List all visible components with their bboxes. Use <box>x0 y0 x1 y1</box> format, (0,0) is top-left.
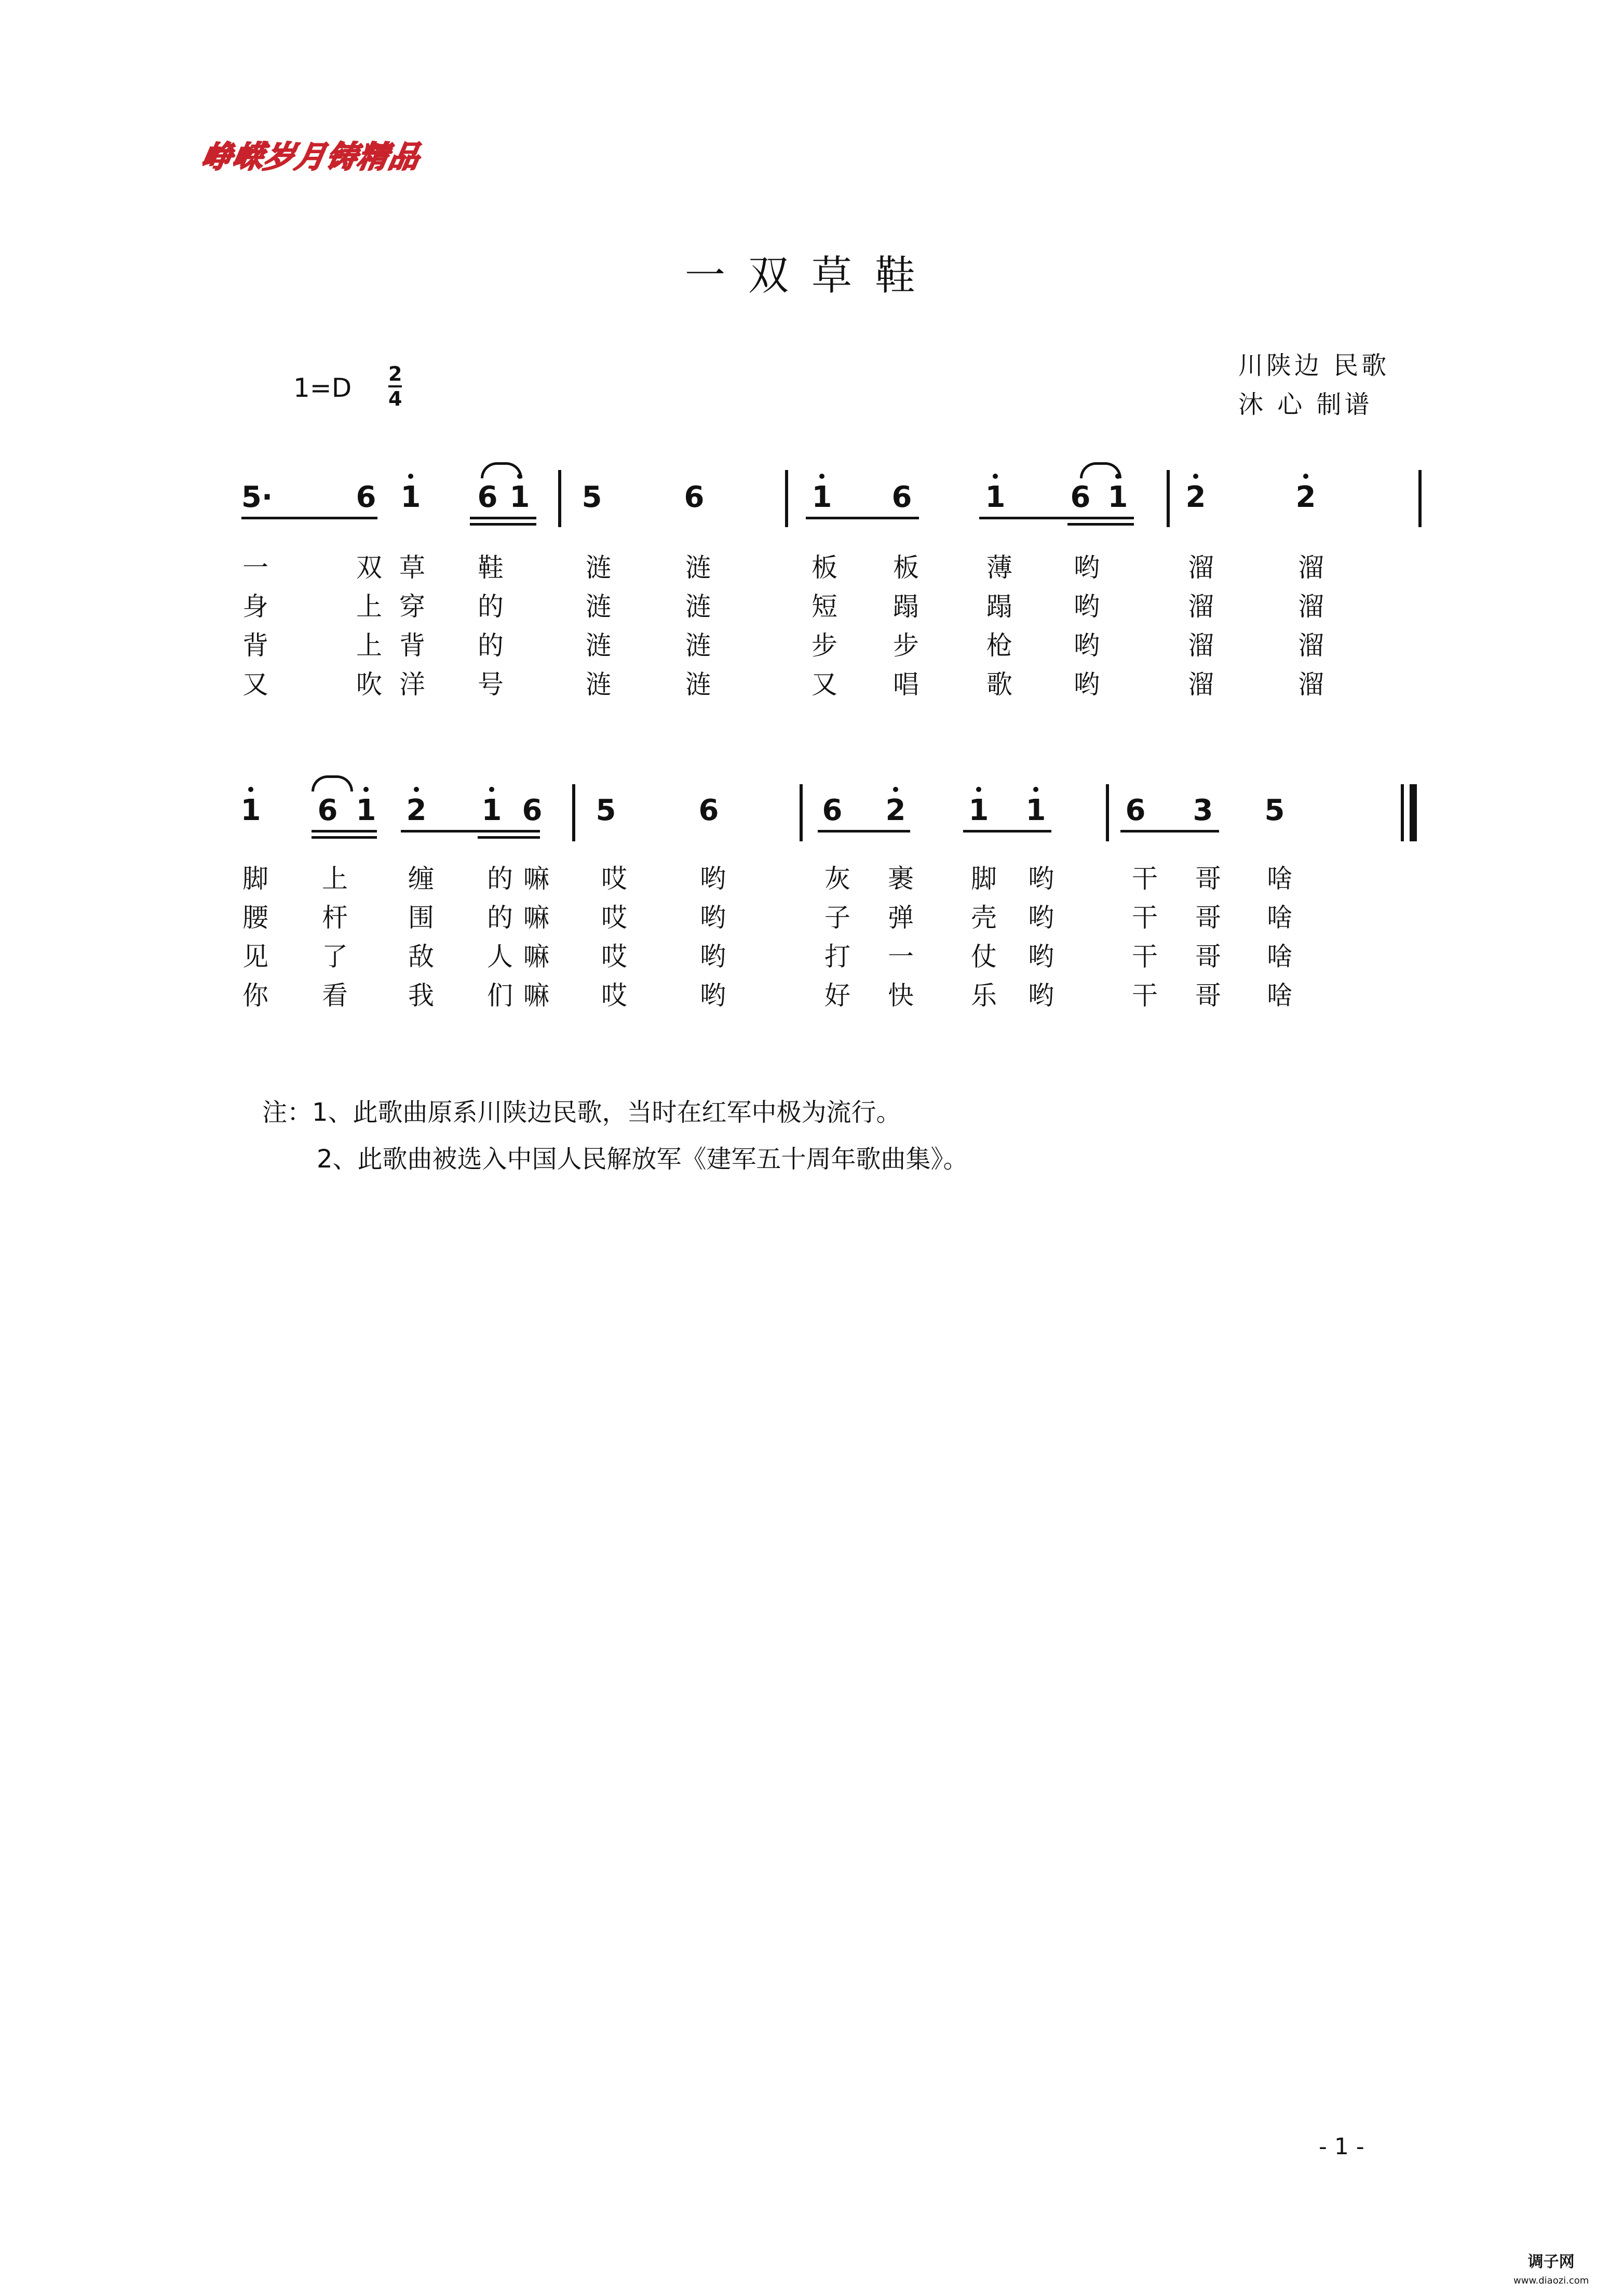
lyric-char: 我 <box>408 981 434 1011</box>
beam <box>963 830 1051 833</box>
lyric-char: 嘛 <box>523 903 549 933</box>
barline <box>572 784 575 841</box>
lyric-char: 打 <box>824 942 850 972</box>
lyric-char: 啥 <box>1267 903 1293 933</box>
lyric-char: 哥 <box>1195 981 1221 1011</box>
slur <box>1080 462 1121 478</box>
beam <box>312 830 377 833</box>
site-logo <box>1513 2254 1589 2289</box>
lyric-char: 短 <box>812 592 837 622</box>
lyric-char: 干 <box>1132 981 1158 1011</box>
lyric-char: 涟 <box>685 630 711 661</box>
slur <box>312 775 353 791</box>
lyric-char: 哎 <box>601 981 627 1011</box>
note: 5 <box>1264 794 1285 827</box>
note: 1 <box>968 794 989 827</box>
lyric-char: 溜 <box>1298 553 1324 583</box>
note: 6 <box>1125 794 1146 827</box>
lyric-char: 哟 <box>1074 592 1100 622</box>
note: 6 <box>522 794 543 827</box>
lyric-char: 蹋 <box>893 592 919 622</box>
lyric-char: 缠 <box>408 864 434 894</box>
beam <box>806 517 919 519</box>
lyric-char: 杆 <box>322 903 348 933</box>
barline <box>1418 470 1422 527</box>
lyric-char: 的 <box>487 864 513 894</box>
note: 6 <box>317 794 338 827</box>
high-octave-dot <box>489 787 494 792</box>
lyric-char: 壳 <box>971 903 997 933</box>
note: 5 <box>581 480 602 514</box>
lyric-char: 溜 <box>1188 669 1214 700</box>
lyric-char: 子 <box>824 903 850 933</box>
lyric-char: 溜 <box>1188 592 1214 622</box>
high-octave-dot <box>976 787 981 792</box>
lyric-char: 双 <box>356 553 382 583</box>
note: 6 <box>356 480 376 514</box>
watermark-slogan: 峥嵘岁月铸精品 <box>199 139 424 174</box>
beam <box>470 517 536 519</box>
lyric-char: 哟 <box>700 864 726 894</box>
time-signature <box>388 362 402 410</box>
lyric-char: 哟 <box>1074 630 1100 661</box>
time-signature-bottom: 4 <box>388 387 402 410</box>
beam <box>312 836 377 839</box>
credit-origin: 川陕边 民歌 <box>1238 351 1390 380</box>
high-octave-dot <box>363 787 369 792</box>
lyric-char: 脚 <box>971 864 997 894</box>
site-logo-name: 调子网 <box>1527 2253 1575 2271</box>
lyric-char: 啥 <box>1267 981 1293 1011</box>
beam <box>478 836 540 839</box>
high-octave-dot <box>414 787 419 792</box>
lyric-char: 上 <box>356 592 382 622</box>
lyric-char: 号 <box>478 669 504 700</box>
lyric-char: 嘛 <box>523 981 549 1011</box>
lyric-char: 哟 <box>1028 942 1054 972</box>
beam <box>818 830 910 833</box>
high-octave-dot <box>993 474 998 479</box>
note: 1 <box>812 480 832 514</box>
note: 5 <box>596 794 616 827</box>
lyric-char: 人 <box>487 942 513 972</box>
lyric-char: 步 <box>812 630 837 661</box>
lyric-char: 哟 <box>1028 864 1054 894</box>
beam <box>470 523 536 526</box>
note: 1 <box>400 480 421 514</box>
footnote-1: 注：1、此歌曲原系川陕边民歌，当时在红军中极为流行。 <box>262 1098 901 1127</box>
lyric-char: 溜 <box>1298 630 1324 661</box>
page-number: - 1 - <box>1319 2133 1364 2160</box>
high-octave-dot <box>1193 474 1198 479</box>
note: 2 <box>406 794 427 827</box>
lyric-char: 蹋 <box>986 592 1012 622</box>
site-logo-url: www.diaozi.com <box>1513 2275 1589 2286</box>
note: 6 <box>891 480 912 514</box>
lyric-char: 敌 <box>408 942 434 972</box>
note: 6 <box>1070 480 1091 514</box>
lyric-char: 仗 <box>971 942 997 972</box>
lyric-char: 嘛 <box>523 864 549 894</box>
lyric-char: 唱 <box>893 669 919 700</box>
high-octave-dot <box>408 474 413 479</box>
lyric-char: 快 <box>888 981 914 1011</box>
lyric-char: 涟 <box>586 630 612 661</box>
note: 1 <box>240 794 261 827</box>
lyric-char: 溜 <box>1188 630 1214 661</box>
lyric-char: 哎 <box>601 942 627 972</box>
lyric-char: 涟 <box>685 553 711 583</box>
lyric-char: 灰 <box>824 864 850 894</box>
lyric-char: 干 <box>1132 903 1158 933</box>
time-signature-top: 2 <box>388 362 402 385</box>
lyric-char: 裹 <box>888 864 914 894</box>
lyric-char: 见 <box>242 942 268 972</box>
lyric-char: 的 <box>478 630 504 661</box>
note: 2 <box>1185 480 1206 514</box>
lyric-char: 啥 <box>1267 942 1293 972</box>
note: 1 <box>1025 794 1046 827</box>
lyric-char: 又 <box>242 669 268 700</box>
lyric-char: 围 <box>408 903 434 933</box>
final-barline-thick <box>1410 784 1417 841</box>
lyric-char: 枪 <box>986 630 1012 661</box>
lyric-char: 又 <box>812 669 837 700</box>
note: 1 <box>481 794 502 827</box>
lyric-char: 上 <box>356 630 382 661</box>
footnote-2: 2、此歌曲被选入中国人民解放军《建军五十周年歌曲集》。 <box>317 1145 968 1174</box>
lyric-char: 身 <box>242 592 268 622</box>
note: 6 <box>684 480 705 514</box>
lyric-char: 哟 <box>700 942 726 972</box>
high-octave-dot <box>819 474 824 479</box>
lyric-char: 腰 <box>242 903 268 933</box>
lyric-char: 薄 <box>986 553 1012 583</box>
final-barline-thin <box>1401 784 1404 841</box>
lyric-char: 板 <box>812 553 837 583</box>
lyric-char: 涟 <box>586 669 612 700</box>
lyric-char: 哟 <box>1028 903 1054 933</box>
lyric-char: 脚 <box>242 864 268 894</box>
note: 3 <box>1193 794 1213 827</box>
note: 2 <box>885 794 906 827</box>
note: 6 <box>698 794 719 827</box>
lyric-char: 哟 <box>1028 981 1054 1011</box>
lyric-char: 干 <box>1132 864 1158 894</box>
lyric-char: 哎 <box>601 864 627 894</box>
high-octave-dot <box>893 787 898 792</box>
lyric-char: 哟 <box>1074 553 1100 583</box>
lyric-char: 的 <box>487 903 513 933</box>
lyric-char: 啥 <box>1267 864 1293 894</box>
lyric-char: 歌 <box>986 669 1012 700</box>
lyric-char: 看 <box>322 981 348 1011</box>
note: 5· <box>241 480 273 514</box>
lyric-char: 洋 <box>399 669 425 700</box>
note: 2 <box>1295 480 1316 514</box>
lyric-char: 溜 <box>1298 592 1324 622</box>
lyric-char: 了 <box>322 942 348 972</box>
lyric-char: 涟 <box>586 592 612 622</box>
lyric-char: 乐 <box>971 981 997 1011</box>
lyric-char: 涟 <box>685 669 711 700</box>
high-octave-dot <box>248 787 253 792</box>
song-title: 一双草鞋 <box>684 252 938 299</box>
lyric-char: 溜 <box>1188 553 1214 583</box>
barline <box>1106 784 1109 841</box>
lyric-char: 你 <box>242 981 268 1011</box>
note: 1 <box>1107 480 1128 514</box>
barline <box>1167 470 1170 527</box>
lyric-char: 哟 <box>700 981 726 1011</box>
lyric-char: 背 <box>242 630 268 661</box>
lyric-char: 弹 <box>888 903 914 933</box>
lyric-char: 们 <box>487 981 513 1011</box>
lyric-char: 鞋 <box>478 553 504 583</box>
lyric-char: 哥 <box>1195 903 1221 933</box>
lyric-char: 穿 <box>399 592 425 622</box>
lyric-char: 背 <box>399 630 425 661</box>
high-octave-dot <box>1303 474 1308 479</box>
lyric-char: 吹 <box>356 669 382 700</box>
beam <box>401 830 540 833</box>
lyric-char: 一 <box>242 553 268 583</box>
lyric-char: 嘛 <box>523 942 549 972</box>
note: 1 <box>356 794 376 827</box>
lyric-char: 哟 <box>1074 669 1100 700</box>
lyric-char: 溜 <box>1298 669 1324 700</box>
barline <box>785 470 788 527</box>
note: 6 <box>477 480 498 514</box>
lyric-char: 哥 <box>1195 942 1221 972</box>
beam <box>1067 523 1134 526</box>
beam <box>241 517 377 519</box>
beam <box>1120 830 1219 833</box>
lyric-char: 步 <box>893 630 919 661</box>
lyric-char: 板 <box>893 553 919 583</box>
note: 1 <box>985 480 1006 514</box>
lyric-char: 涟 <box>586 553 612 583</box>
barline <box>558 470 561 527</box>
lyric-char: 哎 <box>601 903 627 933</box>
note: 1 <box>509 480 530 514</box>
lyric-char: 草 <box>399 553 425 583</box>
lyric-char: 上 <box>322 864 348 894</box>
high-octave-dot <box>1033 787 1038 792</box>
lyric-char: 一 <box>888 942 914 972</box>
note: 6 <box>822 794 843 827</box>
beam <box>979 517 1134 519</box>
lyric-char: 好 <box>824 981 850 1011</box>
lyric-char: 哟 <box>700 903 726 933</box>
slur <box>481 462 522 478</box>
key-signature: 1=D <box>293 373 352 403</box>
lyric-char: 的 <box>478 592 504 622</box>
barline <box>800 784 803 841</box>
lyric-char: 干 <box>1132 942 1158 972</box>
lyric-char: 涟 <box>685 592 711 622</box>
credit-arranger: 沐 心 制谱 <box>1238 390 1373 419</box>
lyric-char: 哥 <box>1195 864 1221 894</box>
